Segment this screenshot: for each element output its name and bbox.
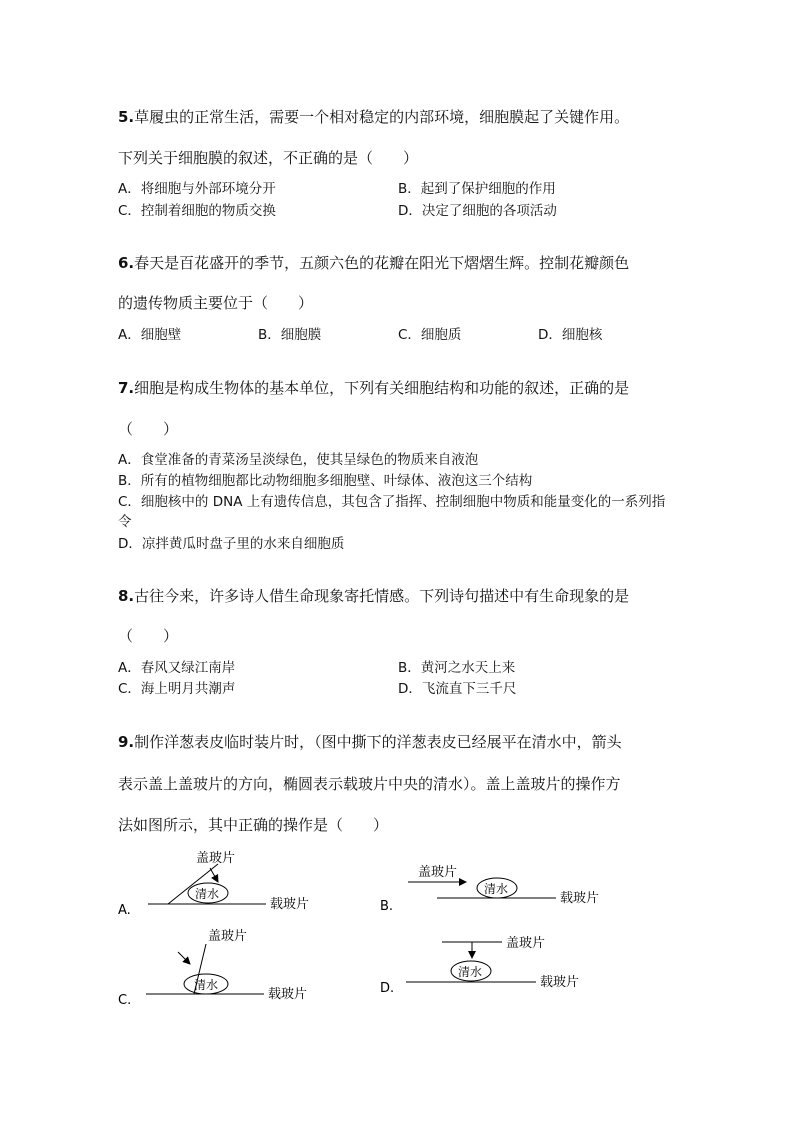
q5-option-c: C．控制着细胞的物质交换 xyxy=(118,203,276,219)
q7-option-c: C．细胞核中的 DNA 上有遗传信息，其包含了指挥、控制细胞中物质和能量变化的一系列指令 xyxy=(118,494,666,530)
diagram-d xyxy=(380,935,579,996)
q7-stem-line1: 7.细胞是构成生物体的基本单位，下列有关细胞结构和功能的叙述，正确的是 xyxy=(118,379,630,397)
q9-stem-line1: 9.制作洋葱表皮临时装片时，（图中撕下的洋葱表皮已经展平在清水中，箭头 xyxy=(118,733,622,751)
diagram-d-water-label: 清水 xyxy=(458,965,483,979)
diagram-b-slide-label: 载玻片 xyxy=(560,891,600,906)
diagram-c-arrow xyxy=(178,952,190,964)
q7-option-b: B．所有的植物细胞都比动物细胞多细胞壁、叶绿体、液泡这三个结构 xyxy=(118,473,533,489)
q5-stem-line1: 5.草履虫的正常生活，需要一个相对稳定的内部环境，细胞膜起了关键作用。 xyxy=(118,108,630,126)
diagram-a-water-label: 清水 xyxy=(195,887,220,901)
diagram-b xyxy=(380,864,599,914)
q8-option-c: C．海上明月共潮声 xyxy=(118,681,236,697)
diagram-b-letter: B. xyxy=(380,899,394,914)
q6-option-b: B．细胞膜 xyxy=(258,327,322,343)
diagram-d-cover-label: 盖玻片 xyxy=(506,936,546,951)
q8-stem-line2: （ ） xyxy=(118,627,179,645)
q6-option-d: D．细胞核 xyxy=(538,327,603,343)
q5-option-a: A．将细胞与外部环境分开 xyxy=(118,181,276,197)
q6-stem-line1: 6.春天是百花盛开的季节，五颜六色的花瓣在阳光下熠熠生辉。控制花瓣颜色 xyxy=(118,254,630,272)
q7-option-d: D．凉拌黄瓜时盘子里的水来自细胞质 xyxy=(118,536,345,552)
diagram-a-letter: A. xyxy=(118,903,131,918)
diagram-b-water-label: 清水 xyxy=(484,882,509,896)
q9-stem-line3: 法如图所示，其中正确的操作是（ ） xyxy=(118,816,389,834)
q6-stem-line2: 的遗传物质主要位于（ ） xyxy=(118,294,314,312)
diagram-c-cover-label: 盖玻片 xyxy=(208,929,248,944)
q9-stem-line2: 表示盖上盖玻片的方向，椭圆表示载玻片中央的清水）。盖上盖玻片的操作方 xyxy=(118,775,621,793)
q7-option-a: A．食堂准备的青菜汤呈淡绿色，使其呈绿色的物质来自液泡 xyxy=(118,452,479,468)
q5-option-b: B．起到了保护细胞的作用 xyxy=(398,181,556,197)
q5-stem-line2: 下列关于细胞膜的叙述，不正确的是（ ） xyxy=(118,149,419,167)
diagram-b-cover-label: 盖玻片 xyxy=(418,865,458,880)
diagram-a-slide-label: 载玻片 xyxy=(270,897,310,912)
diagram-c-slide-label: 载玻片 xyxy=(268,987,308,1002)
diagram-a-cover-label: 盖玻片 xyxy=(196,851,236,866)
diagram-a xyxy=(118,850,309,918)
q8-option-a: A．春风又绿江南岸 xyxy=(118,660,236,676)
diagram-a-arrow xyxy=(210,868,218,882)
q8-option-d: D．飞流直下三千尺 xyxy=(398,681,517,697)
q5-option-d: D．决定了细胞的各项活动 xyxy=(398,203,557,219)
diagram-d-letter: D. xyxy=(380,981,395,996)
q7-stem-line2: （ ） xyxy=(118,420,179,438)
diagram-c-water-label: 清水 xyxy=(194,978,219,992)
q8-stem-line1: 8.古往今来，许多诗人借生命现象寄托情感。下列诗句描述中有生命现象的是 xyxy=(118,587,630,605)
q6-option-a: A．细胞壁 xyxy=(118,327,182,343)
diagram-c xyxy=(118,928,307,1008)
q6-option-c: C．细胞质 xyxy=(398,327,462,343)
diagram-c-letter: C. xyxy=(118,993,132,1008)
diagram-d-slide-label: 载玻片 xyxy=(540,975,580,990)
q8-option-b: B．黄河之水天上来 xyxy=(398,660,516,676)
